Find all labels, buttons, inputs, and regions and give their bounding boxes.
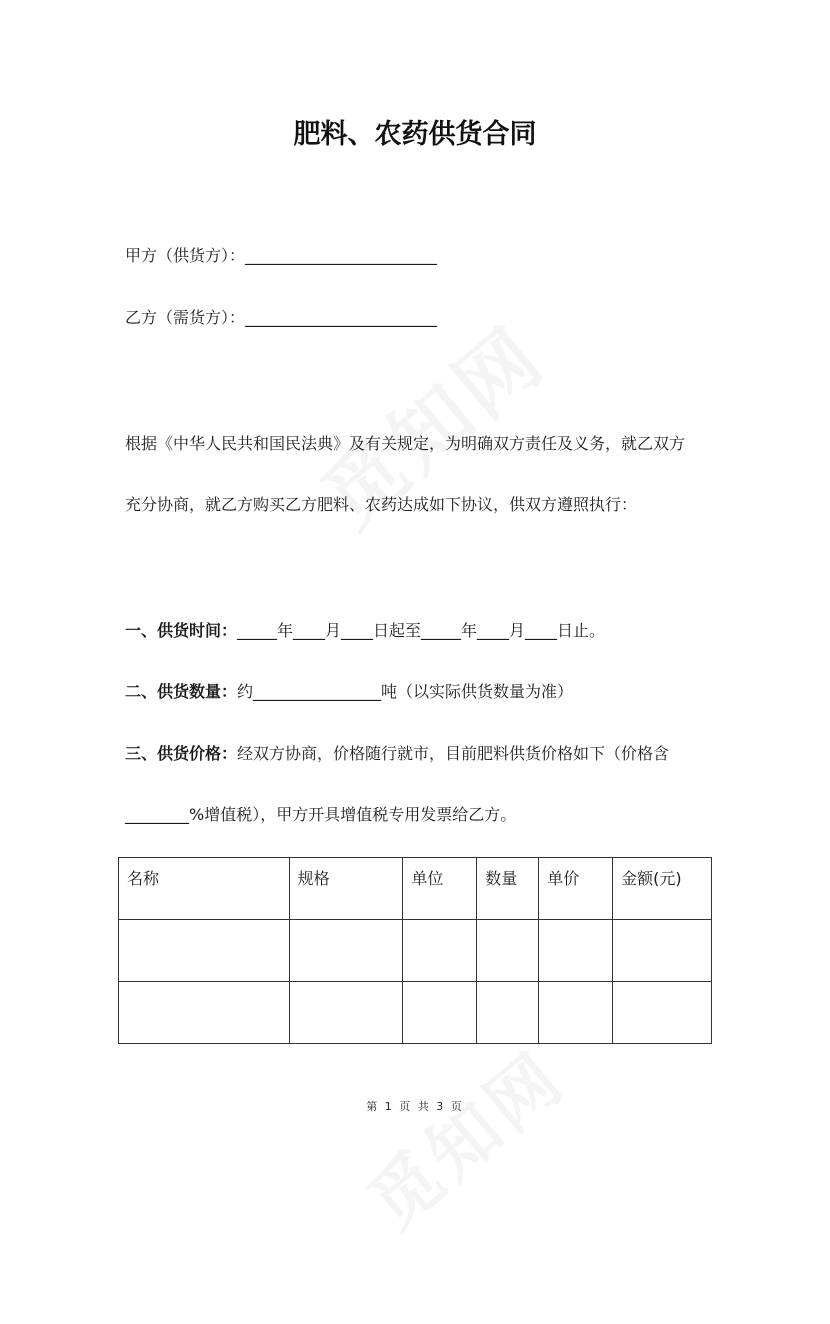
table-cell[interactable] bbox=[539, 920, 613, 982]
party-a-line: 甲方（供货方）：________________________ bbox=[125, 246, 438, 265]
header-name: 名称 bbox=[119, 858, 290, 920]
clause-text: 经双方协商，价格随行就市，目前肥料供货价格如下（价格含 bbox=[237, 744, 670, 763]
clause-heading: 三、供货价格： bbox=[125, 744, 238, 763]
table-cell[interactable] bbox=[403, 920, 477, 982]
table-row bbox=[119, 982, 712, 1044]
table-cell[interactable] bbox=[539, 982, 613, 1044]
table-cell[interactable] bbox=[119, 982, 290, 1044]
table-cell[interactable] bbox=[477, 920, 539, 982]
goods-table bbox=[118, 857, 712, 1044]
clause-text: _____年____月____日起至_____年____月____日止。 bbox=[237, 621, 606, 640]
table-cell[interactable] bbox=[613, 982, 712, 1044]
intro-line-2: 充分协商，就乙方购买乙方肥料、农药达成如下协议，供双方遵照执行： bbox=[125, 495, 638, 514]
table-cell[interactable] bbox=[613, 920, 712, 982]
page-footer: 第 1 页 共 3 页 bbox=[366, 1100, 464, 1113]
party-b-line: 乙方（需货方）：________________________ bbox=[125, 308, 438, 327]
intro-line-1: 根据《中华人民共和国民法典》及有关规定，为明确双方责任及义务，就乙双方 bbox=[125, 434, 686, 453]
clause-heading: 二、供货数量： bbox=[125, 682, 238, 701]
table-cell[interactable] bbox=[289, 920, 403, 982]
watermark bbox=[294, 306, 606, 613]
table-cell[interactable] bbox=[119, 920, 290, 982]
header-unit: 单位 bbox=[403, 858, 477, 920]
header-quantity: 数量 bbox=[477, 858, 539, 920]
document-title: 肥料、农药供货合同 bbox=[293, 119, 537, 150]
table-cell[interactable] bbox=[403, 982, 477, 1044]
table-cell[interactable] bbox=[289, 982, 403, 1044]
watermark bbox=[344, 1016, 656, 1323]
table-row bbox=[119, 920, 712, 982]
clause-supply-time bbox=[125, 618, 605, 641]
clause-supply-price-cont: ________%增值税），甲方开具增值税专用发票给乙方。 bbox=[125, 805, 517, 824]
header-spec: 规格 bbox=[289, 858, 403, 920]
clause-heading: 一、供货时间： bbox=[125, 621, 238, 640]
clause-supply-quantity bbox=[125, 679, 573, 702]
clause-supply-price bbox=[125, 741, 669, 764]
table-header-row bbox=[119, 858, 712, 920]
header-amount: 金额(元) bbox=[613, 858, 712, 920]
table-cell[interactable] bbox=[477, 982, 539, 1044]
clause-text: 约________________吨（以实际供货数量为准） bbox=[237, 682, 574, 701]
header-unit-price: 单价 bbox=[539, 858, 613, 920]
